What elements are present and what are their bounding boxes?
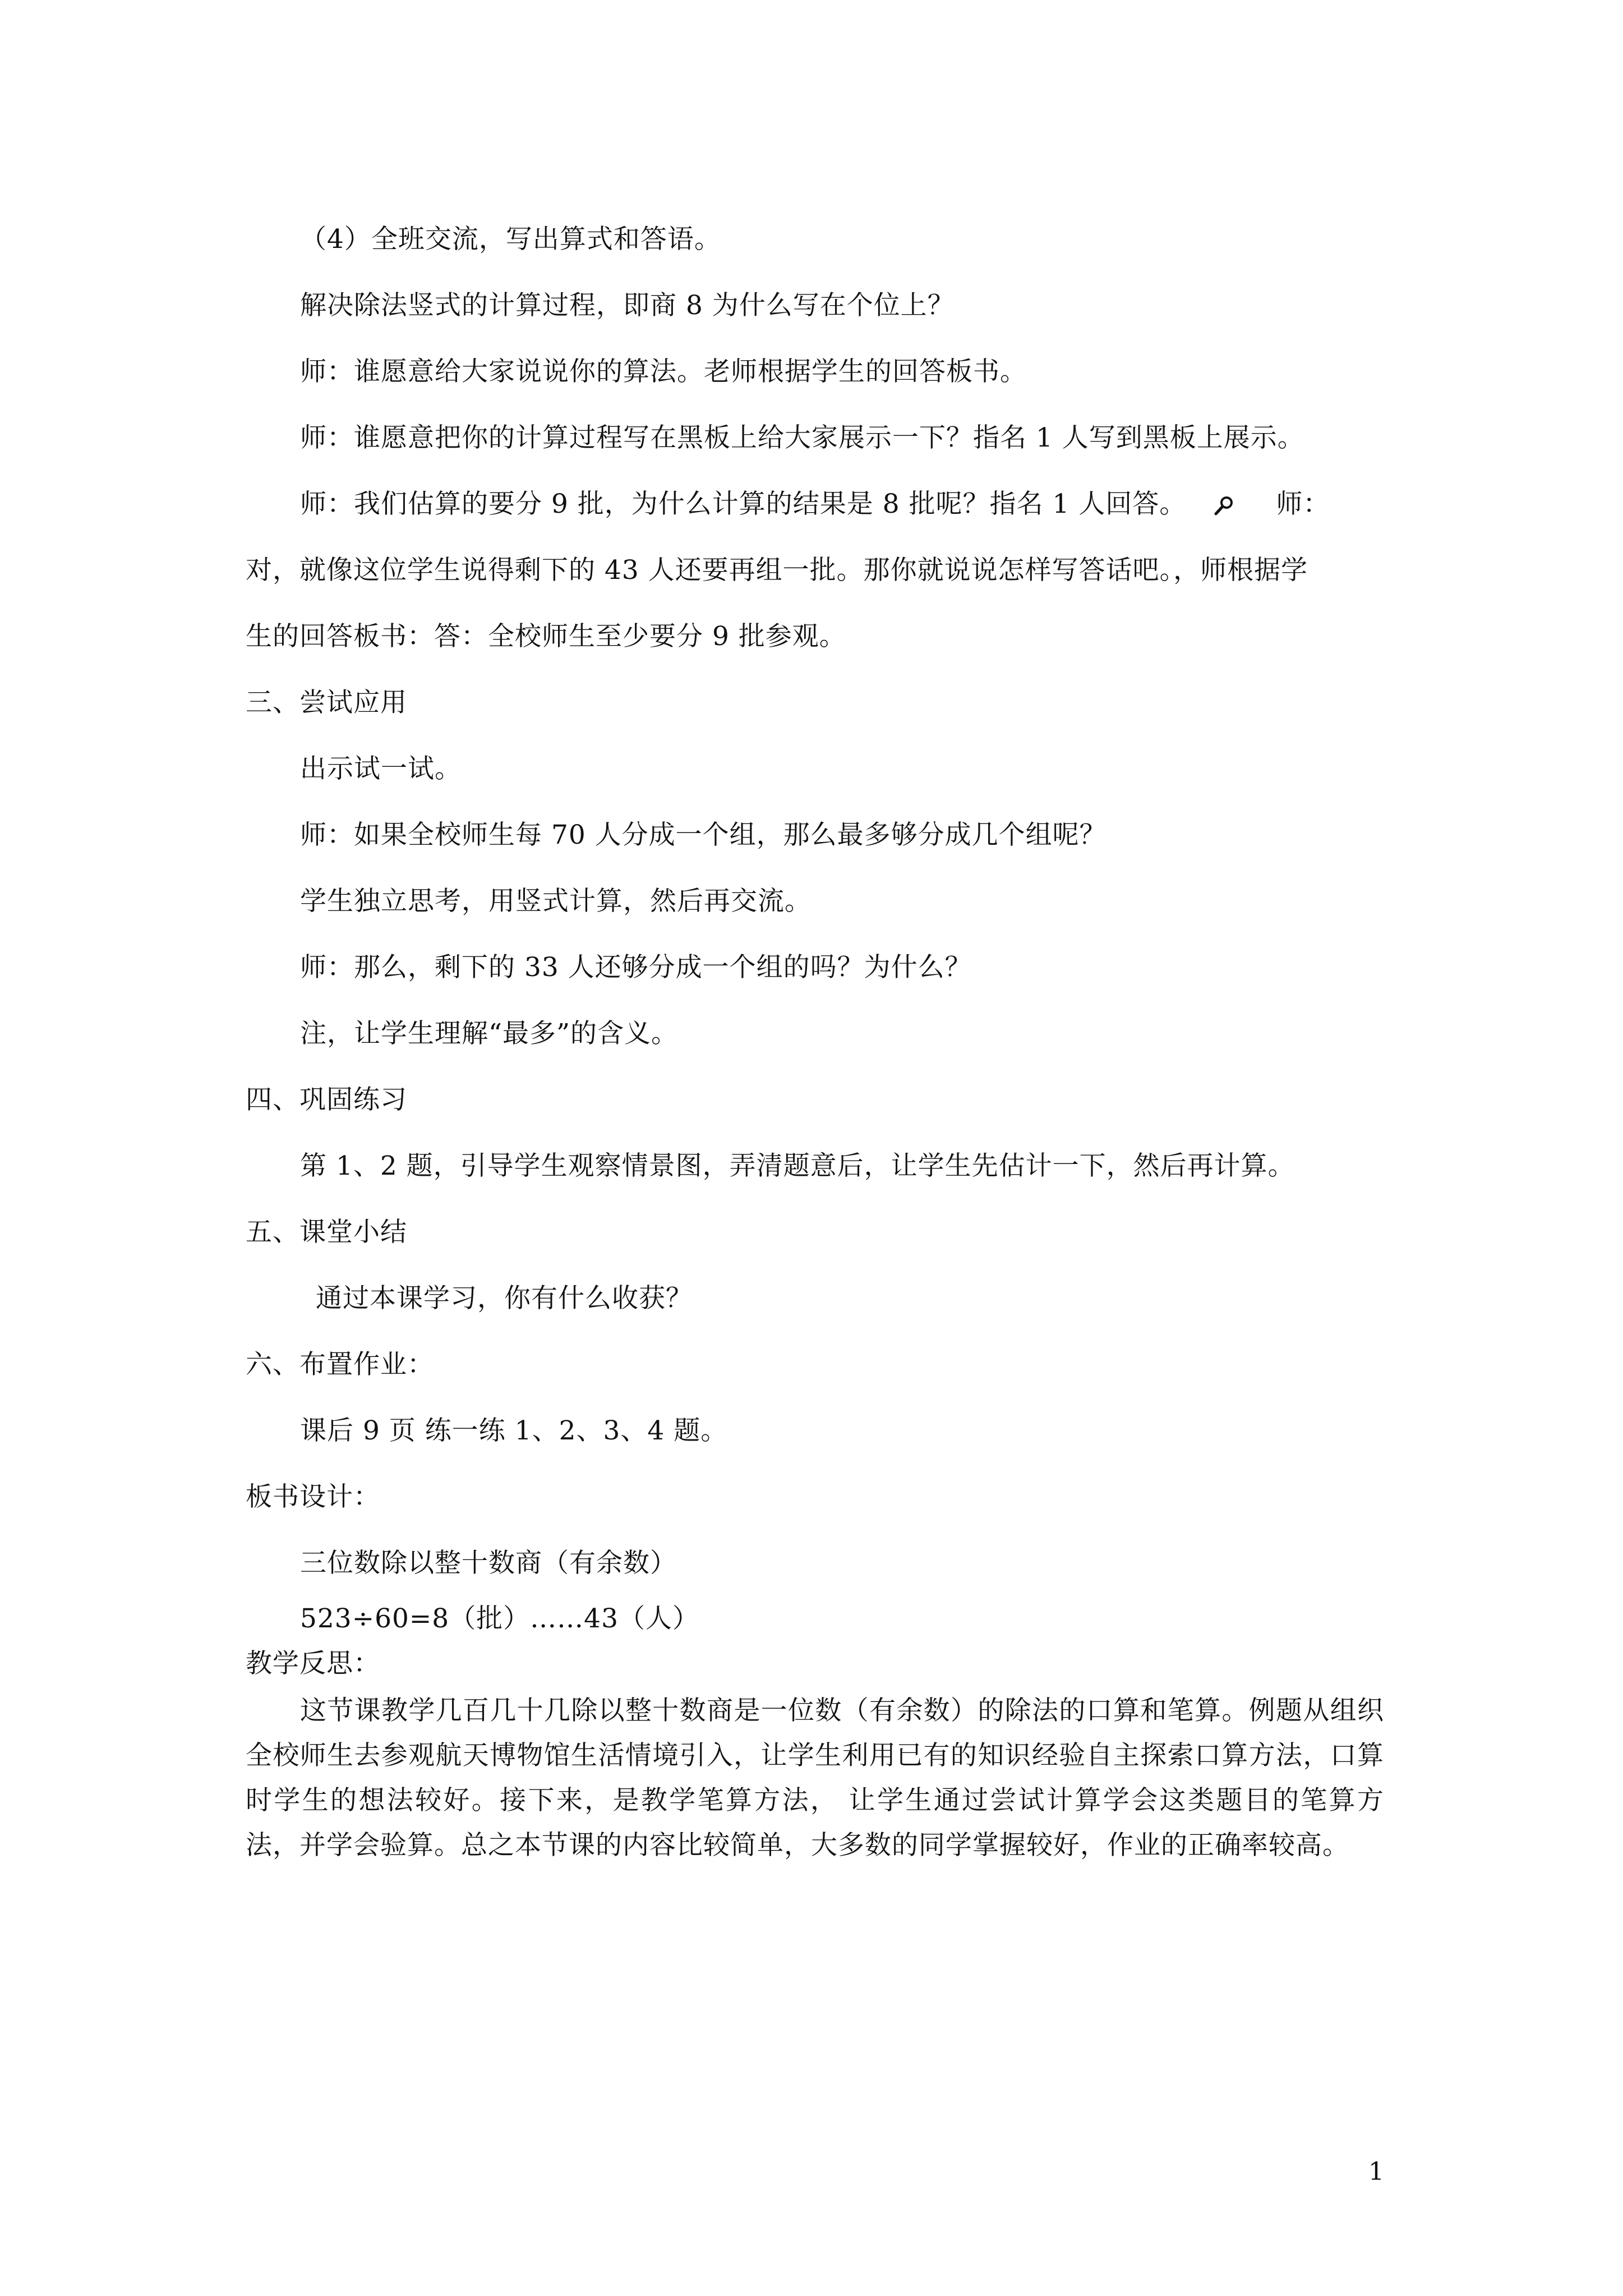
paragraph-line: 出示试一试。 [300,753,462,784]
paragraph-line: 生的回答板书：答：全校师生至少要分 9 批参观。 [246,621,846,652]
reflection-paragraph: 这节课教学几百几十几除以整十数商是一位数（有余数）的除法的口算和笔算。例题从组织全校师生去参观航天博物馆生活情境引入，让学生利用已有的知识经验自主探索口算方法，口算时学生的想法较好。接下来，是教学笔算方法， 让学生通过尝试计算学会这类题目的笔算方法，并学会验算。总之本节课的内容比较简单，大多数的同学掌握较好，作业的正确率较高。 [246,1695,1384,1861]
paragraph-line: 注，让学生理解“最多”的含义。 [300,1018,679,1049]
board-design-title: 三位数除以整十数商（有余数） [300,1548,677,1579]
paragraph-line: 师：那么，剩下的 33 人还够分成一个组的吗？为什么？ [300,952,972,983]
line-text: 师：我们估算的要分 9 批，为什么计算的结果是 8 批呢？指名 1 人回答。 [300,489,1187,519]
paragraph-line: 解决除法竖式的计算过程，即商 8 为什么写在个位上？ [300,290,955,321]
section-heading: 六、布置作业： [246,1349,434,1380]
step-4-line: （4）全班交流，写出算式和答语。 [300,224,721,255]
reflection-label: 教学反思： [246,1648,380,1679]
section-heading: 三、尝试应用 [246,687,407,718]
paragraph-line: 对，就像这位学生说得剩下的 43 人还要再组一批。那你就说说怎样写答话吧。，师根据学 [246,555,1308,586]
document-body [246,206,1384,1868]
page-number: 1 [1368,2157,1384,2186]
paragraph-line: 师：谁愿意把你的计算过程写在黑板上给大家展示一下？指名 1 人写到黑板上展示。 [300,422,1304,453]
section-heading: 四、巩固练习 [246,1084,407,1115]
search-icon [1209,495,1242,517]
board-design-label: 板书设计： [246,1481,380,1512]
paragraph-line [246,471,1384,537]
paragraph-line: 师：谁愿意给大家说说你的算法。老师根据学生的回答板书。 [300,356,1027,387]
line-text: 师： [1276,489,1330,519]
section-heading: 五、课堂小结 [246,1217,407,1248]
paragraph-line: 通过本课学习，你有什么收获？ [316,1283,693,1314]
paragraph-line: 师：如果全校师生每 70 人分成一个组，那么最多够分成几个组呢？ [300,820,1106,850]
paragraph-line: 课后 9 页 练一练 1、2、3、4 题。 [300,1415,728,1446]
paragraph-line: 第 1、2 题，引导学生观察情景图，弄清题意后，让学生先估计一下，然后再计算。 [300,1151,1295,1181]
board-design-formula: 523÷60=8（批）……43（人） [300,1603,699,1634]
paragraph-line: 学生独立思考，用竖式计算，然后再交流。 [300,886,811,917]
